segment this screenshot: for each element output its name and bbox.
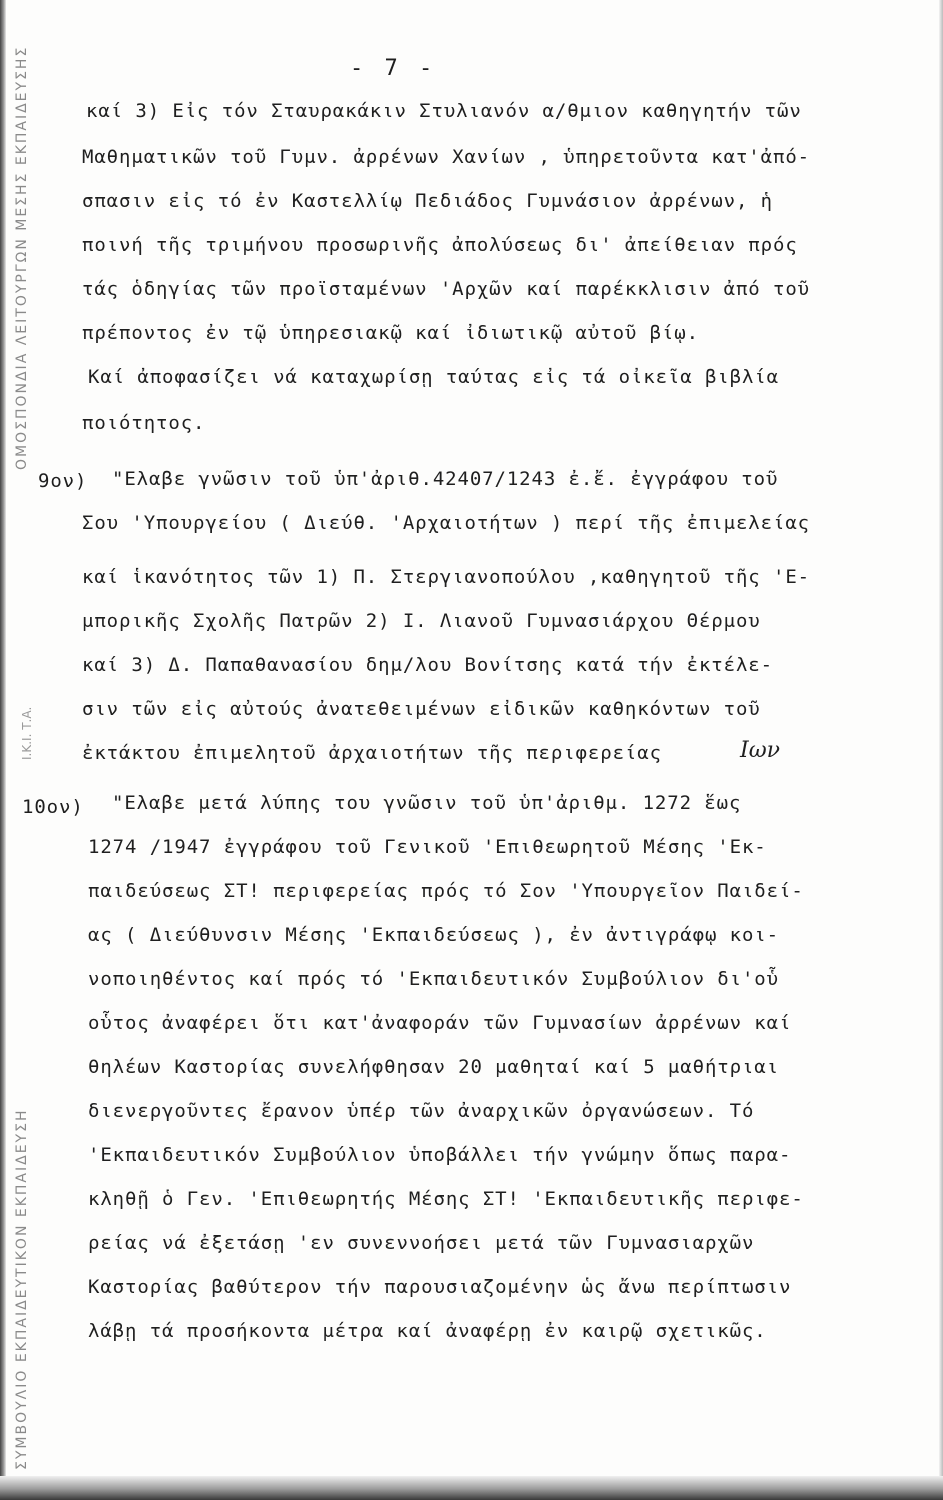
archive-stamp-bottom: ΣΥΜΒΟΥΛΙΟ ΕΚΠΑΙΔΕΥΤΙΚΟΝ ΕΚΠΑΙΔΕΥΣΗ (14, 1108, 30, 1470)
item-number-10: 10ον) (22, 796, 84, 818)
handwritten-annotation: Ιων (740, 738, 781, 763)
text-line: παιδεύσεως ΣΤ! περιφερείας πρός τό Σον 'Υπουργεῖον Παιδεί- (88, 880, 804, 902)
text-line: "Ελαβε γνῶσιν τοῦ ὑπ'ἀριθ.42407/1243 ἐ.ἔ. ἐγγράφου τοῦ (112, 468, 779, 490)
scan-edge-bottom (0, 1476, 943, 1500)
text-line: "Ελαβε μετά λύπης του γνῶσιν τοῦ ὑπ'ἀριθμ. 1272 ἕως (112, 792, 742, 814)
text-line: καί 3) Δ. Παπαθανασίου δημ/λου Βονίτσης κατά τήν ἐκτέλε- (82, 654, 773, 676)
margin-mark: Ι.Κ.Ι. Τ.Α. (20, 706, 34, 760)
text-line: μπορικῆς Σχολῆς Πατρῶν 2) Ι. Λιανοῦ Γυμνασιάρχου Θέρμου (82, 610, 761, 632)
text-line: ρείας νά ἐξετάσῃ 'εν συνεννοήσει μετά τῶν Γυμνασιαρχῶν (88, 1232, 755, 1254)
text-line: Καί ἀποφασίζει νά καταχωρίσῃ ταύτας εἰς τά οἰκεῖα βιβλία (88, 366, 779, 388)
text-line: διενεργοῦντες ἔρανον ὑπέρ τῶν ἀναρχικῶν ὀργανώσεων. Τό (88, 1100, 755, 1122)
text-line: θηλέων Καστορίας συνελήφθησαν 20 μαθηταί καί 5 μαθήτριαι (88, 1056, 779, 1078)
page-number: - 7 - (350, 56, 437, 81)
text-line: οὗτος ἀναφέρει ὅτι κατ'ἀναφοράν τῶν Γυμνασίων ἀρρένων καί (88, 1012, 792, 1034)
text-line: ας ( Διεύθυνσιν Μέσης 'Εκπαιδεύσεως ), ἐν ἀντιγράφῳ κοι- (88, 924, 779, 946)
text-line: ποιότητος. (82, 412, 206, 434)
text-line: σιν τῶν εἰς αὐτούς ἀνατεθειμένων εἰδικῶν καθηκόντων τοῦ (82, 698, 761, 720)
text-line: Καστορίας βαθύτερον τήν παρουσιαζομένην ὡς ἄνω περίπτωσιν (88, 1276, 792, 1298)
text-line: πρέποντος ἐν τῷ ὑπηρεσιακῷ καί ἰδιωτικῷ αὐτοῦ βίῳ. (82, 322, 699, 344)
text-line: 1274 /1947 ἐγγράφου τοῦ Γενικοῦ 'Επιθεωρητοῦ Μέσης 'Εκ- (88, 836, 767, 858)
text-line: καί ἱκανότητος τῶν 1) Π. Στεργιανοπούλου ,καθηγητοῦ τῆς 'Ε- (82, 566, 810, 588)
text-line: ἐκτάκτου ἐπιμελητοῦ ἀρχαιοτήτων τῆς περιφερείας (82, 742, 662, 764)
text-line: τάς ὁδηγίας τῶν προϊσταμένων 'Αρχῶν καί παρέκκλισιν ἀπό τοῦ (82, 278, 810, 300)
archive-stamp-top: ΟΜΟΣΠΟΝΔΙΑ ΛΕΙΤΟΥΡΓΩΝ ΜΕΣΗΣ ΕΚΠΑΙΔΕΥΣΗΣ (14, 45, 30, 470)
text-line: σπασιν εἰς τό ἐν Καστελλίῳ Πεδιάδος Γυμνάσιον ἀρρένων, ἡ (82, 190, 773, 212)
text-line: ποινή τῆς τριμήνου προσωρινῆς ἀπολύσεως δι' ἀπείθειαν πρός (82, 234, 798, 256)
scan-edge-right (939, 0, 943, 1500)
text-line: 'Εκπαιδευτικόν Συμβούλιον ὑποβάλλει τήν γνώμην ὅπως παρα- (88, 1144, 792, 1166)
text-line: νοποιηθέντος καί πρός τό 'Εκπαιδευτικόν Συμβούλιον δι'οὗ (88, 968, 779, 990)
scan-edge-left (0, 0, 6, 1500)
text-line: Σου 'Υπουργείου ( Διεύθ. 'Αρχαιοτήτων ) περί τῆς ἐπιμελείας (82, 512, 810, 534)
text-line: καί 3) Εἰς τόν Σταυρακάκιν Στυλιανόν α/θμιον καθηγητήν τῶν (86, 100, 802, 122)
item-number-9: 9ον) (38, 470, 88, 492)
text-line: λάβῃ τά προσήκοντα μέτρα καί ἀναφέρῃ ἐν καιρῷ σχετικῶς. (88, 1320, 767, 1342)
text-line: Μαθηματικῶν τοῦ Γυμν. ἀρρένων Χανίων , ὑπηρετοῦντα κατ'ἀπό- (82, 146, 810, 168)
text-line: κληθῇ ὁ Γεν. 'Επιθεωρητής Μέσης ΣΤ! 'Εκπαιδευτικῆς περιφε- (88, 1188, 804, 1210)
